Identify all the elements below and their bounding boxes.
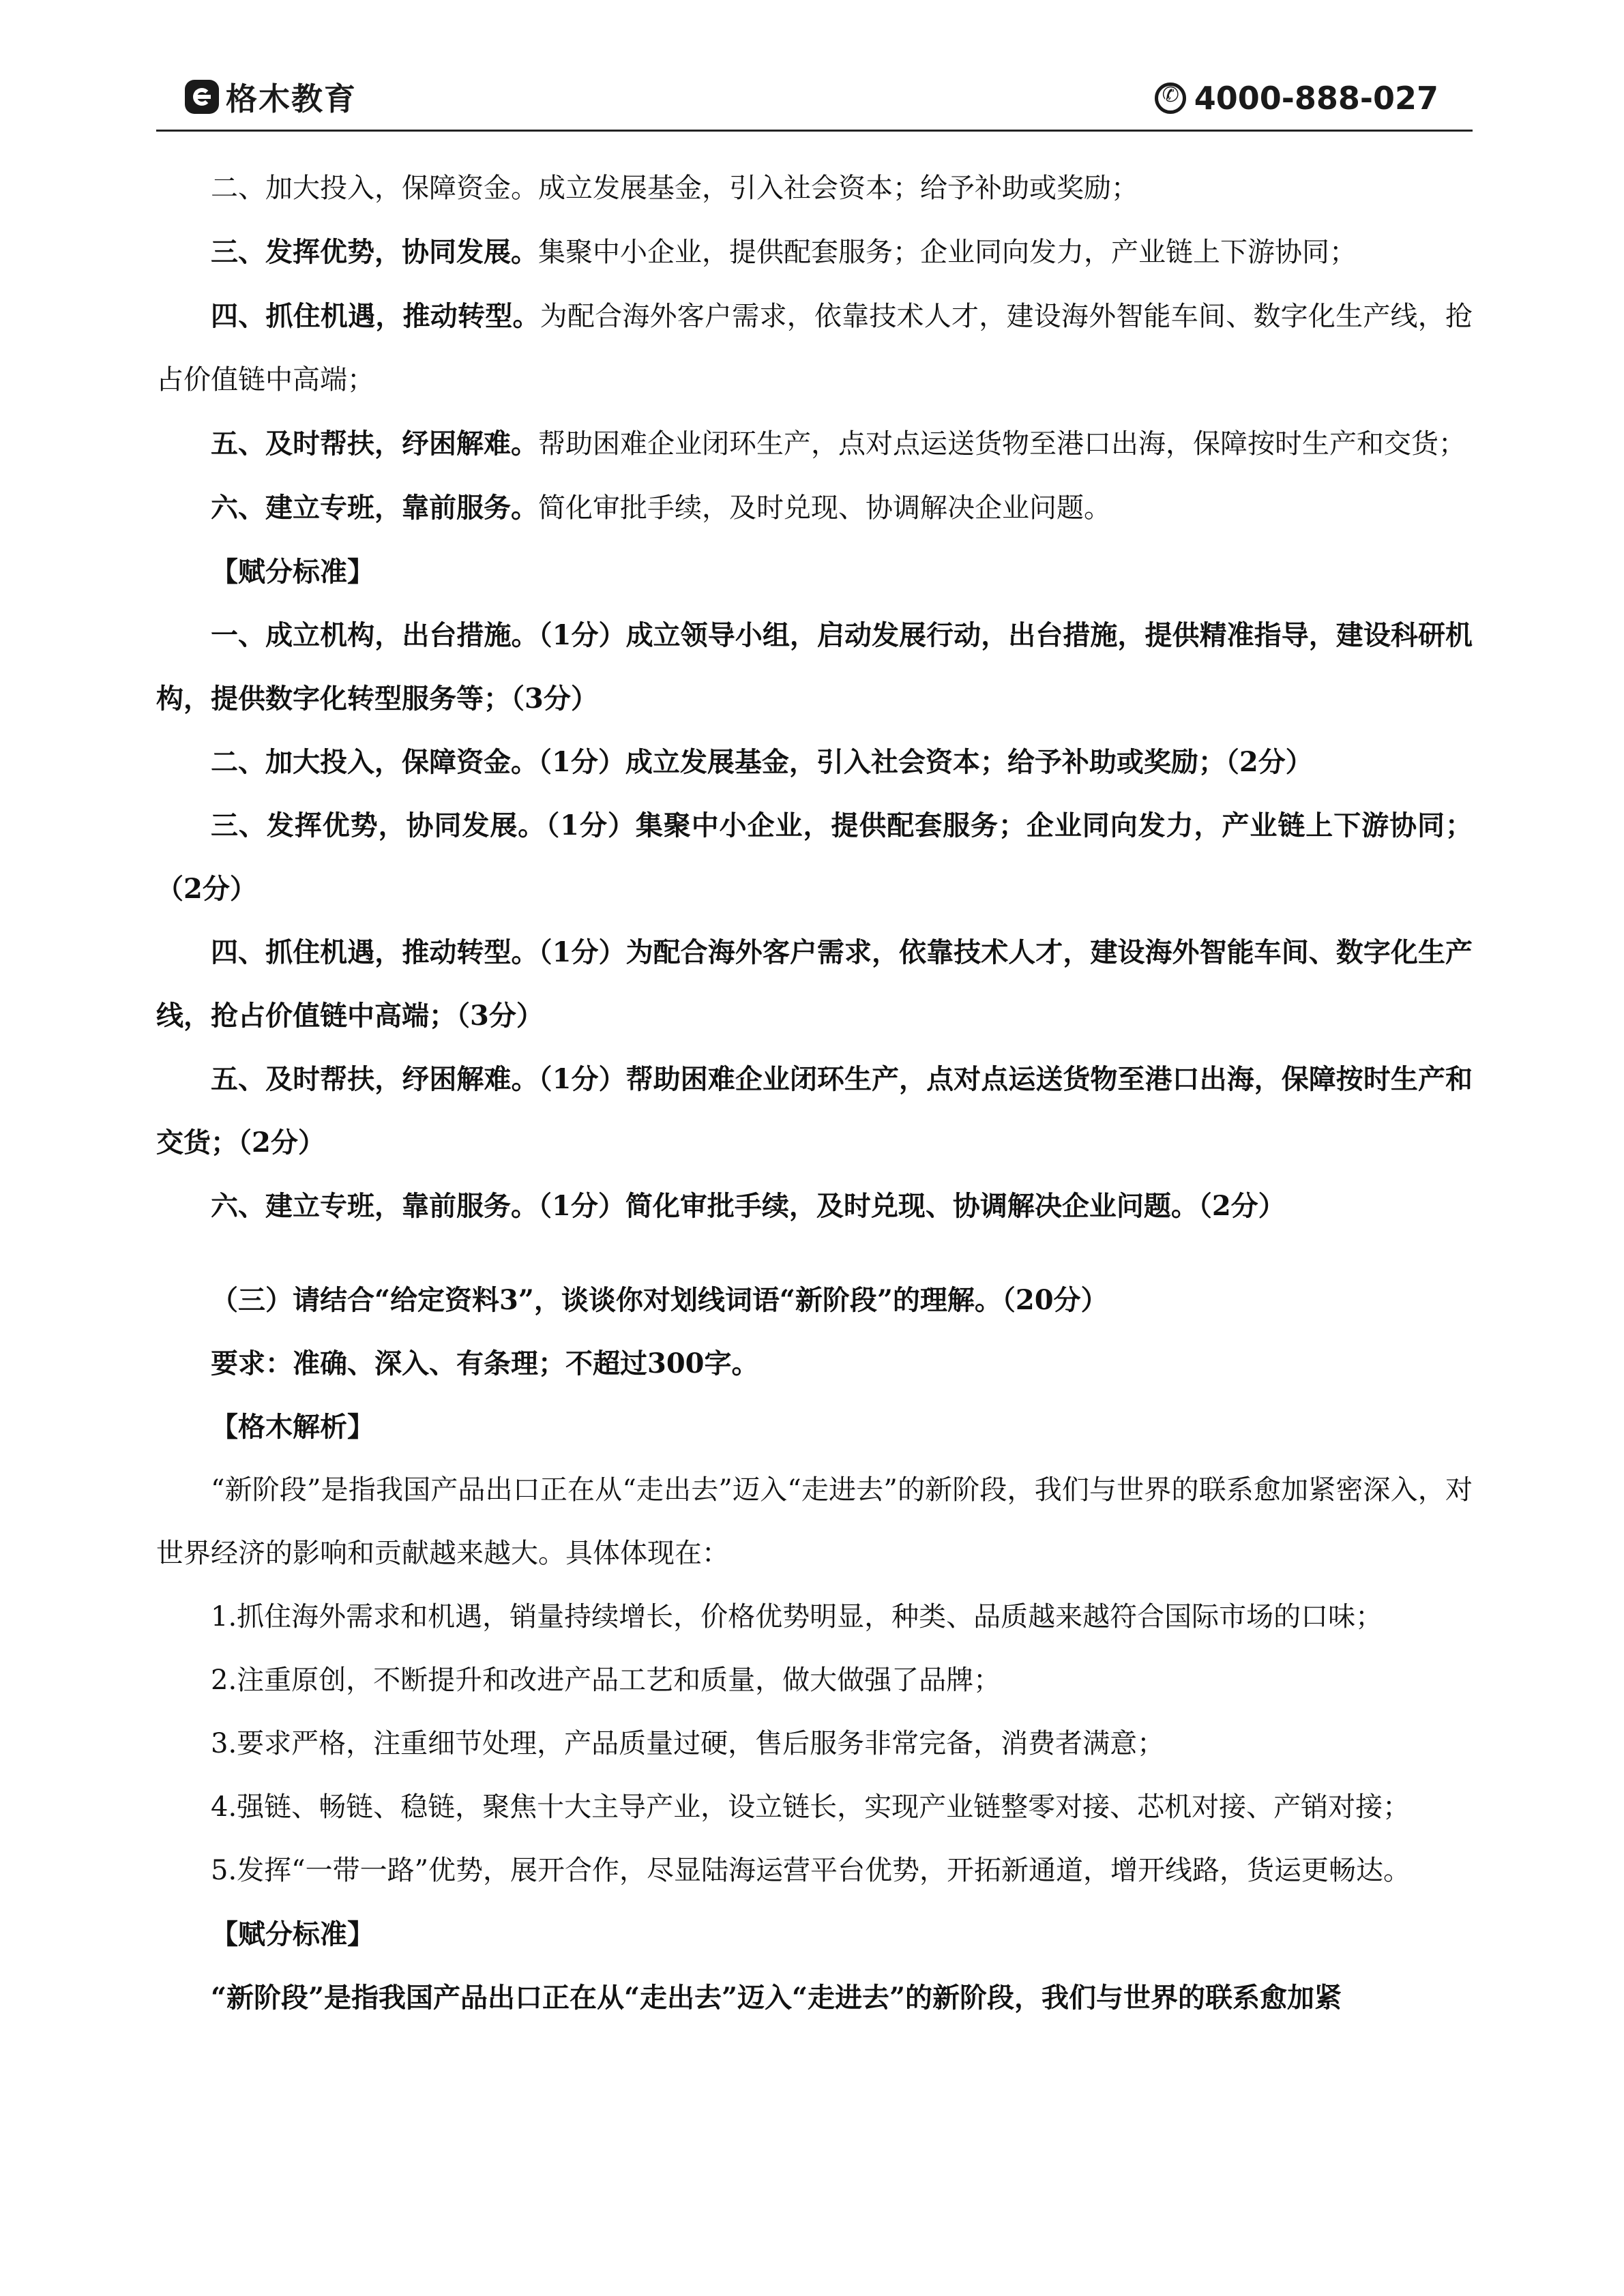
answer-point: 六、建立专班，靠前服务。简化审批手续，及时兑现、协调解决企业问题。 xyxy=(211,492,1111,524)
brand-logo xyxy=(185,76,357,117)
analysis-point: 2.注重原创，不断提升和改进产品工艺和质量，做大做强了品牌； xyxy=(211,1665,1001,1696)
answer-point: 五、及时帮扶，纾困解难。帮助困难企业闭环生产，点对点运送货物至港口出海，保障按时生产和交货； xyxy=(211,428,1466,460)
scoring-item: 六、建立专班，靠前服务。（1分）简化审批手续，及时兑现、协调解决企业问题。（2分） xyxy=(211,1190,1286,1222)
scoring-item: 四、抓住机遇，推动转型。（1分）为配合海外客户需求，依靠技术人才，建设海外智能车间、数字化生产线，抢占价值链中高端；（3分） xyxy=(156,936,1473,1032)
analysis-point: 3.要求严格，注重细节处理，产品质量过硬，售后服务非常完备，消费者满意； xyxy=(211,1728,1165,1759)
question-title: （三）请结合“给定资料3”，谈谈你对划线词语“新阶段”的理解。（20分） xyxy=(211,1284,1108,1316)
answer-point: 三、发挥优势，协同发展。集聚中小企业，提供配套服务；企业同向发力，产业链上下游协同； xyxy=(211,236,1357,268)
analysis-point: 4.强链、畅链、稳链，聚焦十大主导产业，设立链长，实现产业链整零对接、芯机对接、产销对接； xyxy=(211,1791,1411,1823)
brand-logo-icon xyxy=(185,80,219,114)
answer-point: 二、加大投入，保障资金。成立发展基金，引入社会资本；给予补助或奖励； xyxy=(211,173,1138,204)
analysis-heading: 【格木解析】 xyxy=(211,1411,374,1443)
analysis-point: 5.发挥“一带一路”优势，展开合作，尽显陆海运营平台优势，开拓新通道，增开线路，货运更畅达。 xyxy=(211,1855,1411,1886)
scoring-heading: 【赋分标准】 xyxy=(211,1918,374,1950)
analysis-point: 1.抓住海外需求和机遇，销量持续增长，价格优势明显，种类、品质越来越符合国际市场的口味； xyxy=(211,1601,1383,1632)
scoring-heading: 【赋分标准】 xyxy=(211,556,374,588)
phone-number: 4000-888-027 xyxy=(1194,80,1438,117)
scoring-item: 三、发挥优势，协同发展。（1分）集聚中小企业，提供配套服务；企业同向发力，产业链上下游协同；（2分） xyxy=(156,809,1473,905)
document-body xyxy=(156,157,1473,2029)
scoring-item: 二、加大投入，保障资金。（1分）成立发展基金，引入社会资本；给予补助或奖励；（2分） xyxy=(211,746,1313,778)
analysis-intro: “新阶段”是指我国产品出口正在从“走出去”迈入“走进去”的新阶段，我们与世界的联系愈加紧密深入，对世界经济的影响和贡献越来越大。具体体现在： xyxy=(156,1474,1473,1569)
scoring-item: 一、成立机构，出台措施。（1分）成立领导小组，启动发展行动，出台措施，提供精准指导，建设科研机构，提供数字化转型服务等；（3分） xyxy=(156,619,1473,715)
answer-point: 四、抓住机遇，推动转型。为配合海外客户需求，依靠技术人才，建设海外智能车间、数字化生产线，抢占价值链中高端； xyxy=(156,300,1473,396)
question-requirement: 要求：准确、深入、有条理；不超过300字。 xyxy=(211,1347,759,1380)
brand-name: 格木教育 xyxy=(226,80,357,117)
phone-contact xyxy=(1155,78,1438,119)
page-header xyxy=(156,68,1473,132)
scoring-item: 五、及时帮扶，纾困解难。（1分）帮助困难企业闭环生产，点对点运送货物至港口出海，保障按时生产和交货；（2分） xyxy=(156,1063,1473,1159)
scoring-intro: “新阶段”是指我国产品出口正在从“走出去”迈入“走进去”的新阶段，我们与世界的联系愈加紧 xyxy=(211,1982,1342,2014)
phone-icon xyxy=(1155,83,1186,114)
